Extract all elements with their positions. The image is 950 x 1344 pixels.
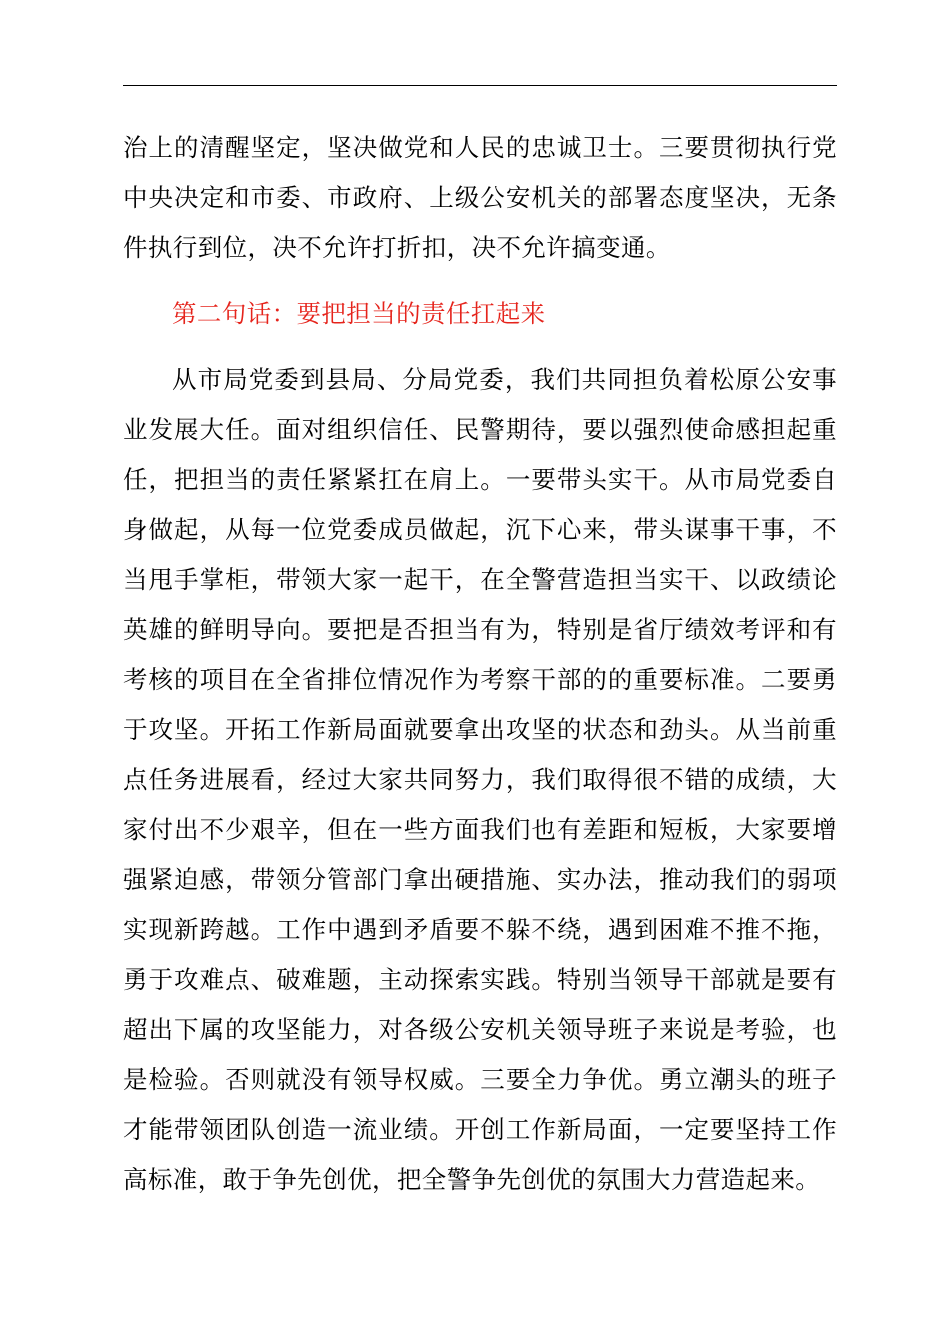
- header-rule: [123, 85, 837, 86]
- paragraph-main: 从市局党委到县局、分局党委，我们共同担负着松原公安事业发展大任。面对组织信任、民警期待，要以强烈使命感担起重任，把担当的责任紧紧扛在肩上。一要带头实干。从市局党委自身做起，从每一位党委成员做起，沉下心来，带头谋事干事，不当甩手掌柜，带领大家一起干，在全警营造担当实干、以政绩论英雄的鲜明导向。要把是否担当有为，特别是省厅绩效考评和有考核的项目在全省排位情况作为考察干部的的重要标准。二要勇于攻坚。开拓工作新局面就要拿出攻坚的状态和劲头。从当前重点任务进展看，经过大家共同努力，我们取得很不错的成绩，大家付出不少艰辛，但在一些方面我们也有差距和短板，大家要增强紧迫感，带领分管部门拿出硬措施、实办法，推动我们的弱项实现新跨越。工作中遇到矛盾要不躲不绕，遇到困难不推不拖，勇于攻难点、破难题，主动探索实践。特别当领导干部就是要有超出下属的攻坚能力，对各级公安机关领导班子来说是考验，也是检验。否则就没有领导权威。三要全力争优。勇立潮头的班子才能带领团队创造一流业绩。开创工作新局面，一定要坚持工作高标准，敢于争先创优，把全警争先创优的氛围大力营造起来。: [123, 365, 837, 1194]
- paragraph-continued: 治上的清醒坚定，坚决做党和人民的忠诚卫士。三要贯彻执行党中央决定和市委、市政府、上级公安机关的部署态度坚决，无条件执行到位，决不允许打折扣，决不允许搞变通。: [123, 133, 837, 262]
- section-heading: 第二句话：要把担当的责任扛起来: [172, 299, 546, 328]
